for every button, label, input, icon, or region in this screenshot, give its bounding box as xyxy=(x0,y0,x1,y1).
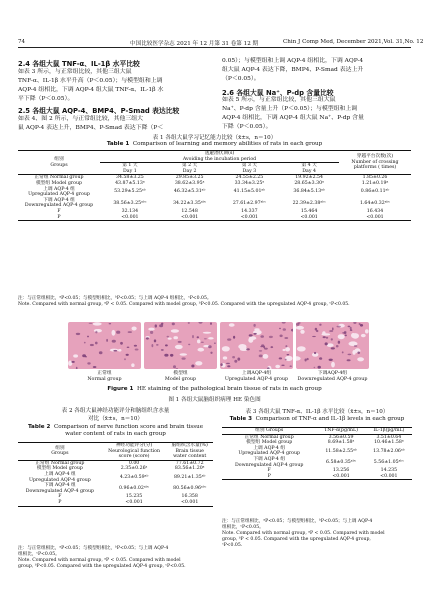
cell-nucleus xyxy=(360,324,363,327)
tissue-background xyxy=(68,322,141,369)
text-line: 下降（P＜0.05）。 xyxy=(222,124,272,131)
cell-nucleus xyxy=(161,349,164,350)
cell-nucleus xyxy=(319,357,322,360)
text-line: Na⁺、P-dp 含量上升（P＜0.05）；与模型组和上调 xyxy=(222,106,358,113)
table1-head-day2: 第 2 天 Day 2 xyxy=(181,163,198,174)
cell-nucleus xyxy=(318,366,321,369)
cell-nucleus xyxy=(331,338,333,340)
cell-nucleus xyxy=(344,335,346,337)
table1-head-day1: 第 1 天 Day 1 xyxy=(122,163,138,174)
cell-nucleus xyxy=(337,326,341,328)
cell-nucleus xyxy=(305,359,307,362)
cell-nucleus xyxy=(87,362,90,364)
tissue-vacuole xyxy=(197,339,200,343)
cell-nucleus xyxy=(350,329,352,331)
tissue-vacuole xyxy=(365,329,369,333)
table3 xyxy=(222,427,412,480)
table1-head-escape: 逃避潜伏期(s) Avoiding the incubation period xyxy=(100,151,339,163)
tissue-vacuole xyxy=(331,362,335,368)
table1-head-platform: 穿越平台次数(次) Number of crossing platforms ( times) xyxy=(351,154,399,171)
cell-nucleus xyxy=(246,348,250,350)
cell-nucleus xyxy=(279,357,282,359)
table-row: 下调 AQP-4 组 Downregulated AQP-4 group 38.56±3.25ᵃᵇᶜ 34.22±3.35ᵃᵇᶜ 27.61±2.97ᵃᵇᶜ 22.39±2.38ᵃᵇᶜ 1.64±0.32ᵃᵇᶜ xyxy=(24,197,391,209)
tissue-vacuole xyxy=(175,345,183,349)
cell-nucleus xyxy=(170,354,173,357)
table3-notes: 注：与正常组相比，ᵃP<0.05；与模型组相比，ᵇP<0.05；与上调 AQP-4 组相比，ᶜP<0.05。 Note. Compared with normal group, ᵃP < 0.05. Compared with model group, ᵇP < 0.05. Compared with the upregulated AQP-4 group, ᶜP<0.05. xyxy=(222,519,385,549)
cell-nucleus xyxy=(188,322,190,323)
cell-nucleus xyxy=(155,324,157,327)
cell-nucleus xyxy=(285,345,287,347)
table-row: 模型组 Model group 2.35±0.26ᵃ 83.56±1.20ᵃ xyxy=(36,466,205,472)
tissue-vacuole xyxy=(131,363,134,367)
cell-nucleus xyxy=(165,344,168,346)
table2-head-score: 神经功能评分(分) Neurological function score (score) xyxy=(108,443,160,460)
table2-head-group: 组别 Groups xyxy=(51,445,69,457)
table1-head-group: 组别 Groups xyxy=(50,157,68,168)
cell-nucleus xyxy=(287,354,290,355)
cell-nucleus xyxy=(336,345,339,347)
table-row: 下调 AQP-4 组 Downregulated AQP-4 group 6.58±0.35ᵃᵇᶜ 5.56±1.05ᵃᵇᶜ xyxy=(235,456,404,468)
tissue-vacuole xyxy=(338,334,345,339)
cell-nucleus xyxy=(71,361,74,363)
tissue-vacuole xyxy=(73,354,78,357)
tissue-vacuole xyxy=(93,322,102,325)
cell-nucleus xyxy=(331,347,335,349)
cell-nucleus xyxy=(279,328,281,329)
paragraph-2-6 xyxy=(222,96,412,132)
cell-nucleus xyxy=(357,352,360,354)
tissue-vacuole xyxy=(349,341,358,346)
cell-nucleus xyxy=(283,328,286,331)
tissue-vacuole xyxy=(68,361,72,366)
cell-nucleus xyxy=(259,355,263,358)
table-row: F 13.256 14.235 xyxy=(267,468,398,474)
table3-head-il1b: IL-1β(pg/mL) xyxy=(373,428,405,433)
cell-nucleus xyxy=(237,358,240,361)
section-heading-2-6: 2.6 各组大鼠 Na⁺、P-dp 含量比较 xyxy=(222,89,334,97)
tissue-vacuole xyxy=(283,349,286,351)
text-line: 组大鼠 AQP-4 表达下降，BMP4、P-Smad 表达上升 xyxy=(222,67,364,74)
cell-nucleus xyxy=(210,322,212,325)
table1-head-day3: 第 3 天 Day 3 xyxy=(241,163,258,174)
panel-label-downregulated: 下调AQP-4组 Downregulated AQP-4 group xyxy=(297,371,368,382)
table2-notes: 注：与正常组相比，ᵃP<0.05；与模型组相比，ᵇP<0.05；与上调 AQP-4 组相比，ᶜP<0.05。 Note. Compared with normal group, ᵃP < 0.05. Compared with model group, ᵇP<0.05. Compared with the upregulated AQP-4 group, ᶜP<0.05. xyxy=(18,546,186,570)
cell-nucleus xyxy=(208,345,212,348)
cell-nucleus xyxy=(354,345,357,346)
cell-nucleus xyxy=(178,341,182,343)
cell-nucleus xyxy=(95,331,97,334)
cell-nucleus xyxy=(95,342,98,345)
cell-nucleus xyxy=(126,354,129,356)
tissue-vacuole xyxy=(203,332,211,334)
cell-nucleus xyxy=(90,344,94,346)
text-line: 0.05）；与模型组和上调 AQP-4 组相比，下调 AQP-4 xyxy=(222,58,364,64)
panel-label-normal: 正常组 Normal group xyxy=(87,371,122,382)
cell-nucleus xyxy=(260,335,264,338)
cell-nucleus xyxy=(253,324,255,327)
cell-nucleus xyxy=(271,346,274,348)
tissue-vacuole xyxy=(132,327,137,331)
cell-nucleus xyxy=(214,343,216,344)
micrograph-normal xyxy=(68,322,141,369)
tissue-vacuole xyxy=(275,365,280,368)
cell-nucleus xyxy=(156,344,159,346)
cell-nucleus xyxy=(325,342,328,345)
text-line: TNF-α、IL-1β 水平升高（P＜0.05）；与模型组和上调 xyxy=(18,78,163,85)
paragraph-2-5-cont xyxy=(222,57,412,84)
text-line: 如表 4、图 2 所示，与正常组比较，其他三组大 xyxy=(18,116,144,122)
panel-label-upregulated: 上调AQP-4组 Upregulated AQP-4 group xyxy=(224,371,289,382)
cell-nucleus xyxy=(120,342,123,345)
table1-title-cn: 表 1 各组大鼠学习记忆能力比较（x̄±s，n＝10） xyxy=(152,135,277,141)
tissue-vacuole xyxy=(118,349,122,352)
cell-nucleus xyxy=(146,337,149,339)
tissue-vacuole xyxy=(351,333,356,338)
tissue-vacuole xyxy=(296,326,304,330)
table-row: 正常组 Normal group 0.00 77.61±0.72 xyxy=(35,460,204,466)
micrograph-downregulated xyxy=(296,322,369,369)
cell-nucleus xyxy=(338,341,340,344)
journal-title-en: Chin J Comp Med, December 2021,Vol. 31,No. 12 xyxy=(283,39,424,45)
cell-nucleus xyxy=(85,356,87,357)
table-row: 上调 AQP-4 组 Upregulated AQP-4 group 53.29±5.25ᵃᵇ 46.32±5.31ᵃᵇ 41.15±5.01ᵃᵇ 36.84±5.13ᵃᵇ 0.86±0.11ᵃᵇ xyxy=(28,186,390,198)
journal-title-cn: 中国比较医学杂志 2021 年 12 月第 31 卷第 12 期 xyxy=(130,41,259,47)
table-row: 正常组 Normal group 34.58±3.25 29.85±3.25 24.55±2.25 19.92±2.54 1.85±0.26 xyxy=(34,175,388,181)
cell-nucleus xyxy=(167,336,169,338)
cell-nucleus xyxy=(204,338,207,339)
cell-nucleus xyxy=(227,338,231,340)
cell-nucleus xyxy=(201,342,204,343)
cell-nucleus xyxy=(344,331,347,334)
cell-nucleus xyxy=(280,335,283,338)
cell-nucleus xyxy=(154,339,156,342)
text-line: 平下降（P＜0.05）。 xyxy=(18,96,74,103)
figure1-caption-cn: 图 1 各组大鼠脑组织病理 HE 染色图 xyxy=(168,397,261,403)
cell-nucleus xyxy=(314,367,316,368)
table-row: F 32.134 12.548 14.337 15.464 16.434 xyxy=(57,208,384,214)
cell-nucleus xyxy=(182,357,186,359)
table1-title-en-text: Comparison of learning and memory abilities of rats in each group xyxy=(132,141,323,147)
cell-nucleus xyxy=(124,358,126,360)
table-row: P <0.001 <0.001 <0.001 <0.001 <0.001 xyxy=(18,215,411,221)
table3-head-tnf: TNF-α(pg/mL) xyxy=(324,428,358,433)
cell-nucleus xyxy=(135,349,139,351)
cell-nucleus xyxy=(134,345,137,347)
cell-nucleus xyxy=(226,363,230,364)
cell-nucleus xyxy=(152,344,154,347)
cell-nucleus xyxy=(319,324,321,326)
cell-nucleus xyxy=(76,333,80,335)
table-row: 上调 AQP-4 组 Upregulated AQP-4 group 11.58±2.55ᵃᵇ 13.78±2.06ᵃᵇ xyxy=(238,445,405,457)
cell-nucleus xyxy=(285,359,287,361)
cell-nucleus xyxy=(191,365,194,368)
tissue-vacuole xyxy=(223,356,227,359)
tissue-vacuole xyxy=(254,328,260,330)
cell-nucleus xyxy=(332,327,334,330)
table-row: 下调 AQP-4 组 Downregulated AQP-4 group 0.96±0.02ᵃᵇᶜ 80.56±0.96ᵃᵇᶜ xyxy=(25,483,207,494)
cell-nucleus xyxy=(150,331,153,334)
cell-nucleus xyxy=(329,359,333,361)
table1-head-day4: 第 4 天 Day 4 xyxy=(301,163,317,174)
cell-nucleus xyxy=(284,337,288,339)
cell-nucleus xyxy=(290,365,292,367)
cell-nucleus xyxy=(350,327,352,330)
table2 xyxy=(18,442,213,507)
cell-nucleus xyxy=(93,366,97,368)
cell-nucleus xyxy=(84,342,86,344)
section-heading-2-4: 2.4 各组大鼠 TNF-α、IL-1β 水平比较 xyxy=(18,60,140,68)
text-line: 如表 3 所示，与正常组比较，其他三组大鼠 xyxy=(18,69,132,75)
tissue-vacuole xyxy=(173,336,178,339)
cell-nucleus xyxy=(87,336,89,338)
cell-nucleus xyxy=(253,333,256,335)
cell-nucleus xyxy=(89,323,93,324)
cell-nucleus xyxy=(173,365,176,368)
cell-nucleus xyxy=(261,344,264,346)
tissue-vacuole xyxy=(148,328,154,331)
paragraph-2-5 xyxy=(18,115,213,133)
table1-label: Table 1 xyxy=(106,141,130,147)
tissue-vacuole xyxy=(327,343,334,347)
cell-nucleus xyxy=(99,351,103,354)
cell-nucleus xyxy=(197,336,199,338)
tissue-vacuole xyxy=(195,361,202,365)
table1 xyxy=(18,150,411,221)
cell-nucleus xyxy=(347,359,351,361)
table3-head-group: 组别 Groups xyxy=(255,428,284,433)
table-row: 正常组 Normal group 3.56±0.59 3.51±0.64 xyxy=(244,434,402,440)
micrograph-upregulated xyxy=(220,322,293,369)
cell-nucleus xyxy=(269,336,273,338)
cell-nucleus xyxy=(210,352,212,354)
table1-title-en xyxy=(18,141,411,147)
table-row: F 15.235 16.358 xyxy=(58,494,198,500)
tissue-vacuole xyxy=(297,346,306,351)
cell-nucleus xyxy=(127,347,130,348)
tissue-vacuole xyxy=(285,347,290,351)
table2-title-cn: 表 2 各组大鼠神经功能评分和脑组织含水量 对比（x̄±s，n＝10） xyxy=(61,408,170,422)
table-row: 模型组 Model group 8.69±1.58ᵃ 10.46±1.58ᵃ xyxy=(246,440,404,446)
cell-nucleus xyxy=(233,336,235,339)
text-line: 鼠 AQP-4 表达上升，BMP4、P-Smad 表达下降（P＜ xyxy=(18,125,164,132)
cell-nucleus xyxy=(109,323,112,324)
cell-nucleus xyxy=(227,365,230,367)
cell-nucleus xyxy=(106,339,108,342)
tissue-vacuole xyxy=(180,353,187,355)
cell-nucleus xyxy=(314,352,316,354)
cell-nucleus xyxy=(342,351,344,353)
text-line: AQP-4 组相比，下调 AQP-4 组大鼠 TNF-α、IL-1β 水 xyxy=(18,87,164,94)
tissue-vacuole xyxy=(263,354,269,359)
tissue-vacuole xyxy=(112,330,116,336)
table2-title-en: Table 2 Comparison of nerve function score and brain tissue water content of rats in each group xyxy=(27,424,204,438)
table-row: 模型组 Model group 43.87±5.13ᵃ 38.62±3.95ᵃ 33.34±3.25ᵃ 28.65±3.30ᵃ 1.21±0.19ᵃ xyxy=(35,180,389,186)
tissue-vacuole xyxy=(357,357,364,361)
tissue-vacuole xyxy=(361,334,366,337)
table-row: 上调 AQP-4 组 Upregulated AQP-4 group 4.23±0.59ᵃᵇ 89.21±1.35ᵃᵇ xyxy=(29,471,206,483)
page-number: 74 xyxy=(18,39,26,45)
cell-nucleus xyxy=(116,331,120,334)
paragraph-2-4 xyxy=(18,68,213,104)
text-line: AQP-4 组相比，下调 AQP-4 组大鼠 Na⁺、P-dp 含量 xyxy=(222,115,364,122)
cell-nucleus xyxy=(323,336,326,338)
table-row: P <0.001 <0.001 xyxy=(18,500,213,506)
cell-nucleus xyxy=(188,344,190,345)
cell-nucleus xyxy=(307,358,309,360)
cell-nucleus xyxy=(329,330,333,332)
tissue-vacuole xyxy=(198,348,205,352)
section-heading-2-5: 2.5 各组大鼠 AQP-4、BMP4、P-Smad 表达比较 xyxy=(18,107,180,115)
tissue-vacuole xyxy=(321,333,330,335)
tissue-vacuole xyxy=(208,337,214,339)
text-line: 如表 5 所示，与正常组比较，其他三组大鼠 xyxy=(222,97,336,103)
tissue-vacuole xyxy=(248,338,253,343)
cell-nucleus xyxy=(112,340,116,343)
tissue-vacuole xyxy=(168,338,172,340)
cell-nucleus xyxy=(281,365,284,366)
micrograph-model xyxy=(144,322,217,369)
cell-nucleus xyxy=(249,334,253,336)
cell-nucleus xyxy=(298,322,301,323)
tissue-vacuole xyxy=(229,323,235,327)
tissue-vacuole xyxy=(171,329,179,332)
panel-label-model: 模型组 Model group xyxy=(164,371,197,382)
cell-nucleus xyxy=(234,360,237,363)
cell-nucleus xyxy=(164,354,168,357)
figure1-caption-en: Figure 1 HE staining of the pathological brain tissue of rats in each group xyxy=(107,386,322,392)
cell-nucleus xyxy=(172,323,175,326)
cell-nucleus xyxy=(326,337,328,339)
table2-head-water: 脑组织含水量(%) Brain tissue water content xyxy=(171,443,208,460)
cell-nucleus xyxy=(348,326,351,328)
header-rule xyxy=(18,47,411,48)
cell-nucleus xyxy=(220,363,222,366)
tissue-vacuole xyxy=(222,346,230,351)
cell-nucleus xyxy=(113,350,117,352)
table1-notes: 注：与正常组相比，ᵃP<0.05；与模型组相比，ᵇP<0.05；与上调 AQP-4 组相比，ᶜP<0.05。 Note. Compared with normal group, ᵃP < 0.05. Compared with model group, ᵇP<0.05. Compared with the upregulated AQP-4 group, ᶜP<0.05. xyxy=(18,296,350,308)
cell-nucleus xyxy=(316,330,318,332)
cell-nucleus xyxy=(259,350,262,351)
cell-nucleus xyxy=(348,354,352,356)
cell-nucleus xyxy=(128,331,132,332)
text-line: （P＜0.05）。 xyxy=(222,76,260,83)
cell-nucleus xyxy=(159,324,163,327)
cell-nucleus xyxy=(232,356,235,358)
cell-nucleus xyxy=(312,336,316,337)
cell-nucleus xyxy=(192,335,194,338)
tissue-vacuole xyxy=(300,330,304,334)
table-row: P <0.001 <0.001 xyxy=(222,474,412,480)
table3-title-en: Table 3 Comparison of TNF-α and IL-1β levels in each group xyxy=(229,416,405,422)
table3-title-cn: 表 3 各组大鼠 TNF-α、IL-1β 水平比较（x̄±s，n＝10） xyxy=(245,409,389,415)
